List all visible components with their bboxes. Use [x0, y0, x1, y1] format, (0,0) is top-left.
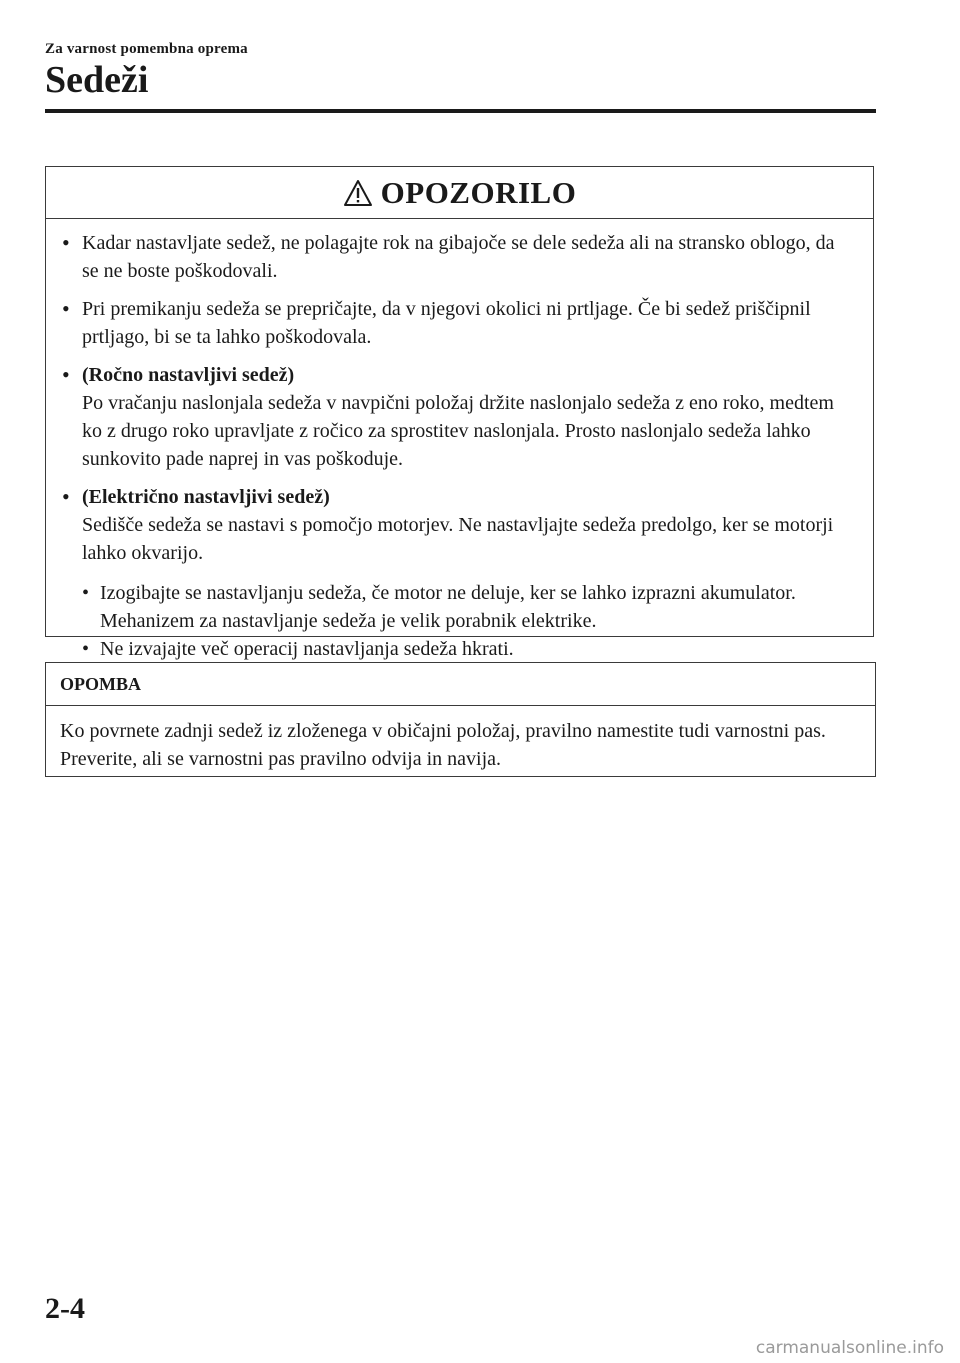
sub-bullet: • — [82, 582, 90, 604]
note-header: OPOMBA — [46, 663, 875, 706]
warning-header — [46, 167, 873, 219]
bullet-dot: • — [62, 484, 70, 509]
warning-item-text: Kadar nastavljate sedež, ne polagajte rok na gibajoče se dele sedeža ali na stransko oblogo, da se ne boste poškodovali. — [82, 232, 835, 282]
warning-item — [62, 483, 853, 663]
warning-box — [45, 166, 874, 660]
warning-title: OPOZORILO — [380, 174, 577, 210]
page-number: 2-4 — [45, 1292, 85, 1325]
warning-item-heading: (Ročno nastavljivi sedež) — [82, 364, 295, 386]
warning-triangle-icon — [343, 179, 373, 207]
warning-body — [46, 219, 873, 663]
warning-subitem-text: Izogibajte se nastavljanju sedeža, če motor ne deluje, ker se lahko izprazni akumulator. Mehanizem za nastavljanje sedeža je velik porabnik elektrike. — [100, 582, 796, 632]
watermark: carmanualsonline.info — [755, 1338, 944, 1358]
title-rule — [45, 109, 876, 113]
note-box — [45, 662, 876, 777]
warning-item-heading: (Električno nastavljivi sedež) — [82, 486, 330, 508]
warning-subitem-text: Ne izvajajte več operacij nastavljanja sedeža hkrati. — [100, 638, 514, 660]
warning-subitem — [82, 579, 853, 635]
warning-item-text: Pri premikanju sedeža se prepričajte, da v njegovi okolici ni prtljage. Če bi sedež priščipnil prtljago, bi se ta lahko poškodovala. — [82, 298, 811, 348]
warning-item — [62, 229, 853, 285]
warning-item-text: Sedišče sedeža se nastavi s pomočjo motorjev. Ne nastavljajte sedeža predolgo, ker se motorji lahko okvarijo. — [82, 514, 834, 564]
warning-subitem — [82, 635, 853, 663]
bullet-dot: • — [62, 296, 70, 321]
sub-bullet: • — [82, 638, 90, 660]
bullet-dot: • — [62, 362, 70, 387]
note-text: Ko povrnete zadnji sedež iz zloženega v običajni položaj, pravilno namestite tudi varnostni pas. Preverite, ali se varnostni pas pravilno odvija in navija. — [60, 720, 826, 770]
page-title: Sedeži — [45, 59, 149, 101]
warning-sublist — [82, 579, 853, 663]
warning-item-text: Po vračanju naslonjala sedeža v navpični položaj držite naslonjalo sedeža z eno roko, medtem ko z drugo roko upravljate z ročico za sprostitev naslonjala. Prosto naslonjalo sedeža lahko sunkovito pade naprej in vas poškoduje. — [82, 392, 834, 470]
warning-item — [62, 361, 853, 473]
warning-item — [62, 295, 853, 351]
section-label: Za varnost pomembna oprema — [45, 41, 248, 57]
bullet-dot: • — [62, 230, 70, 255]
